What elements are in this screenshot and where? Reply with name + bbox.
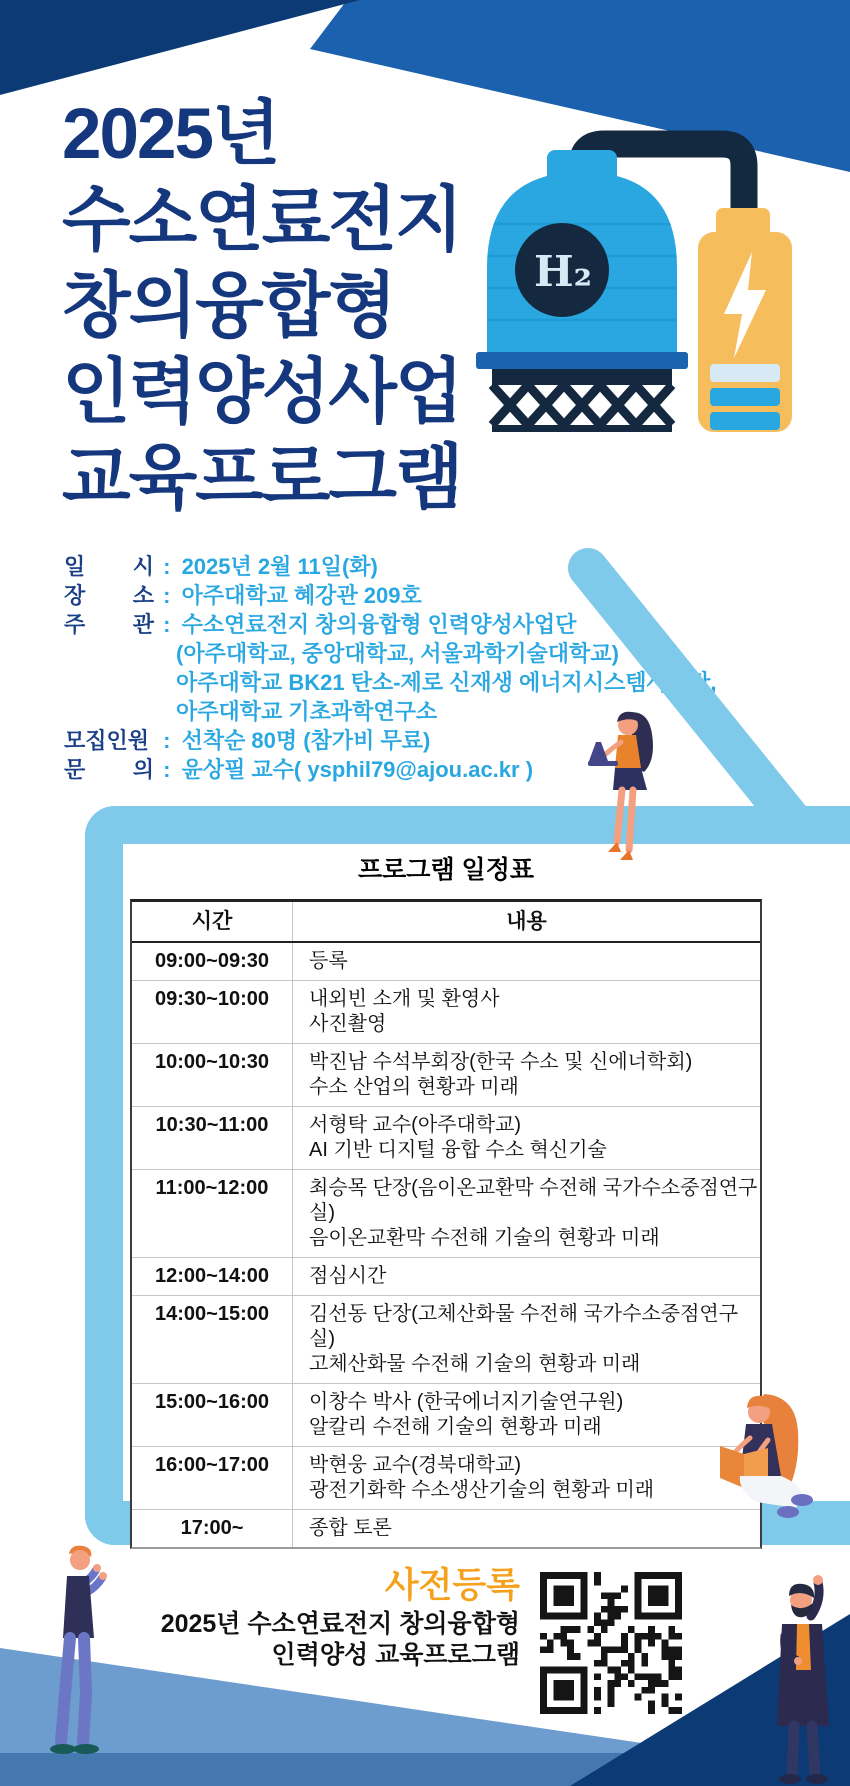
schedule-content: 종합 토론 [309,1517,392,1539]
schedule-content: 내외빈 소개 및 환영사 사진촬영 [309,988,500,1035]
schedule-time: 10:30~11:00 [132,1107,293,1169]
schedule-row [132,1384,760,1447]
schedule-time: 12:00~14:00 [132,1258,293,1295]
registration-headline: 사전등록 [384,1566,520,1605]
poster-title-line: 교육프로그램 [62,439,462,518]
schedule-content: 등록 [309,950,348,972]
info-value: 2025년 2월 11일(화) [181,554,378,579]
schedule-header [132,902,760,943]
schedule-header-time: 시간 [132,902,293,941]
info-label: 장 소 [64,583,154,608]
schedule-content: 김선동 단장(고체산화물 수전해 국가수소중점연구실) 고체산화물 수전해 기술의 현황과 미래 [309,1303,739,1375]
standing-man-illustration [40,1544,130,1760]
tank-base-strip [476,352,688,369]
schedule-header-content: 내용 [506,910,547,933]
poster-title-line: 2025년 [62,95,279,174]
info-subitem: 아주대학교 기초과학연구소 [176,699,438,724]
info-value: 선착순 80명 (참가비 무료) [181,728,431,753]
info-separator: : [157,612,177,637]
tank-base [492,369,672,385]
pointing-man-illustration [744,1574,850,1786]
info-separator: : [157,757,177,782]
poster-title [62,92,462,522]
schedule-row [132,1296,760,1384]
info-separator: : [157,728,177,753]
schedule-body [132,943,760,1547]
schedule-time: 10:00~10:30 [132,1044,293,1106]
schedule-content: 이창수 박사 (한국에너지기술연구원) 알칼리 수전해 기술의 현황과 미래 [309,1391,624,1438]
schedule-row [132,1170,760,1258]
info-value: 윤상필 교수( ysphil79@ajou.ac.kr ) [181,757,534,782]
schedule-row [132,1510,760,1547]
schedule-time: 16:00~17:00 [132,1447,293,1509]
schedule-row [132,1044,760,1107]
registration-line: 인력양성 교육프로그램 [271,1641,520,1669]
poster-title-line: 창의융합형 [62,267,395,346]
schedule-content: 서형탁 교수(아주대학교) AI 기반 디지털 융합 수소 혁신기술 [309,1114,607,1161]
schedule-time: 14:00~15:00 [132,1296,293,1383]
schedule-content: 박현웅 교수(경북대학교) 광전기화학 수소생산기술의 현황과 미래 [309,1454,655,1501]
reading-woman-illustration [702,1388,822,1572]
info-value: 수소연료전지 창의융합형 인력양성사업단 [181,612,577,637]
schedule-row [132,1107,760,1170]
schedule-content: 점심시간 [309,1265,387,1287]
battery-bar [710,364,780,382]
schedule-title: 프로그램 일정표 [358,856,534,884]
schedule-row [132,943,760,981]
schedule-row [132,981,760,1044]
info-subitem: 아주대학교 BK21 탄소-제로 신재생 에너지시스템사업단, [176,670,717,695]
poster-title-line: 수소연료전지 [62,181,462,260]
qr-code [540,1572,682,1714]
schedule-time: 17:00~ [132,1510,293,1547]
info-separator: : [157,554,177,579]
info-label: 일 시 [64,554,154,579]
battery-bar [710,388,780,406]
schedule-row [132,1447,760,1510]
info-label: 모집인원 [64,728,150,753]
schedule-content: 박진남 수석부회장(한국 수소 및 신에너학회) 수소 산업의 현황과 미래 [309,1051,693,1098]
registration-section [110,1566,520,1671]
schedule-time: 09:00~09:30 [132,943,293,980]
laptop-woman-illustration [588,704,672,874]
battery-bar [710,412,780,430]
h2-label: H₂ [534,247,593,296]
schedule-row [132,1258,760,1296]
info-subitem: (아주대학교, 중앙대학교, 서울과학기술대학교) [176,641,619,666]
hydrogen-illustration [450,128,810,440]
registration-line: 2025년 수소연료전지 창의융합형 [160,1610,520,1638]
schedule-time: 15:00~16:00 [132,1384,293,1446]
schedule-content: 최승목 단장(음이온교환막 수전해 국가수소중점연구실) 음이온교환막 수전해 기술의 현황과 미래 [309,1177,758,1249]
top-navy-corner-shape [0,0,360,95]
info-separator: : [157,583,177,608]
schedule-time: 11:00~12:00 [132,1170,293,1257]
schedule-time: 09:30~10:00 [132,981,293,1043]
poster-title-line: 인력양성사업 [62,353,462,432]
info-value: 아주대학교 혜강관 209호 [181,583,422,608]
info-label: 주 관 [64,612,154,637]
schedule-section [130,850,762,1549]
info-label: 문 의 [64,757,154,782]
schedule-table [130,899,762,1549]
